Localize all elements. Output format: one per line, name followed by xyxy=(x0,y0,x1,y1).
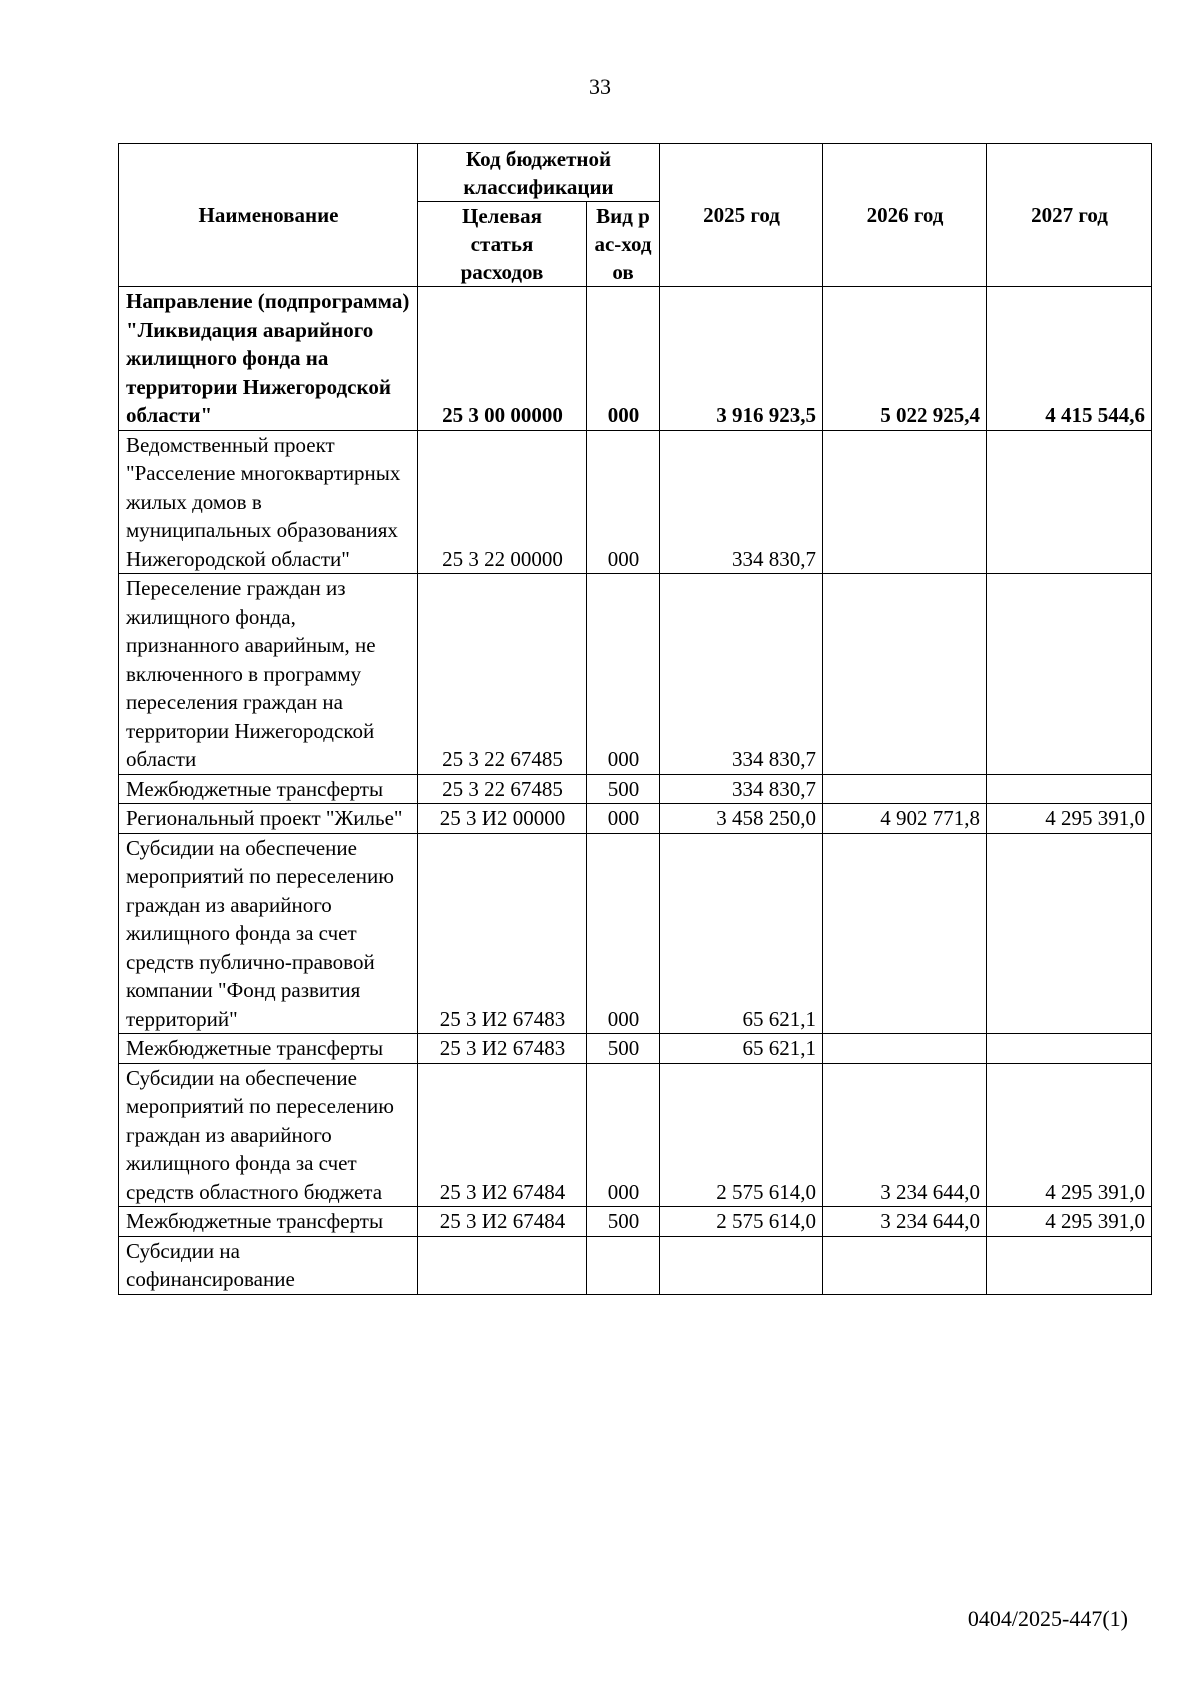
row-value-2027 xyxy=(987,1236,1152,1294)
row-value-2027 xyxy=(987,574,1152,775)
row-value-2027: 4 295 391,0 xyxy=(987,1207,1152,1237)
header-2027: 2027 год xyxy=(987,144,1152,287)
row-value-2025: 334 830,7 xyxy=(660,430,823,574)
row-target-article: 25 3 22 00000 xyxy=(418,430,587,574)
row-name: Направление (подпрограмма) "Ликвидация аварийного жилищного фонда на территории Нижегородской области" xyxy=(119,287,418,431)
header-target-article: Целевая статья расходов xyxy=(418,202,587,287)
row-target-article: 25 3 И2 67483 xyxy=(418,833,587,1034)
row-expense-kind: 500 xyxy=(587,774,660,804)
row-value-2026: 3 234 644,0 xyxy=(823,1207,987,1237)
row-expense-kind: 000 xyxy=(587,430,660,574)
header-budget-code-group: Код бюджетной классификации xyxy=(418,144,660,202)
table-row xyxy=(119,1207,1152,1237)
row-value-2026 xyxy=(823,774,987,804)
row-value-2025: 334 830,7 xyxy=(660,774,823,804)
budget-table xyxy=(118,143,1152,1295)
row-value-2027: 4 415 544,6 xyxy=(987,287,1152,431)
row-expense-kind: 000 xyxy=(587,804,660,834)
row-name: Переселение граждан из жилищного фонда, признанного аварийным, не включенного в программу переселения граждан на территории Нижегородской области xyxy=(119,574,418,775)
row-value-2027 xyxy=(987,1034,1152,1064)
row-value-2026: 4 902 771,8 xyxy=(823,804,987,834)
row-target-article xyxy=(418,1236,587,1294)
row-value-2025: 3 916 923,5 xyxy=(660,287,823,431)
row-value-2025: 2 575 614,0 xyxy=(660,1063,823,1207)
table-row xyxy=(119,804,1152,834)
row-name: Субсидии на обеспечение мероприятий по переселению граждан из аварийного жилищного фонда за счет средств публично-правовой компании "Фонд развития территорий" xyxy=(119,833,418,1034)
row-value-2027 xyxy=(987,430,1152,574)
row-value-2025: 65 621,1 xyxy=(660,833,823,1034)
row-value-2025: 65 621,1 xyxy=(660,1034,823,1064)
row-target-article: 25 3 22 67485 xyxy=(418,774,587,804)
row-name: Межбюджетные трансферты xyxy=(119,1034,418,1064)
row-target-article: 25 3 И2 67484 xyxy=(418,1063,587,1207)
row-target-article: 25 3 22 67485 xyxy=(418,574,587,775)
table-row xyxy=(119,774,1152,804)
row-value-2026 xyxy=(823,574,987,775)
row-value-2025: 334 830,7 xyxy=(660,574,823,775)
row-value-2025 xyxy=(660,1236,823,1294)
row-value-2027: 4 295 391,0 xyxy=(987,1063,1152,1207)
row-value-2025: 3 458 250,0 xyxy=(660,804,823,834)
table-row xyxy=(119,1236,1152,1294)
row-value-2027: 4 295 391,0 xyxy=(987,804,1152,834)
header-2025: 2025 год xyxy=(660,144,823,287)
row-name: Ведомственный проект "Расселение многоквартирных жилых домов в муниципальных образованиях Нижегородской области" xyxy=(119,430,418,574)
row-value-2027 xyxy=(987,774,1152,804)
table-row xyxy=(119,430,1152,574)
row-expense-kind: 000 xyxy=(587,287,660,431)
header-2026: 2026 год xyxy=(823,144,987,287)
row-expense-kind: 500 xyxy=(587,1034,660,1064)
row-expense-kind: 500 xyxy=(587,1207,660,1237)
row-value-2025: 2 575 614,0 xyxy=(660,1207,823,1237)
row-value-2026 xyxy=(823,1034,987,1064)
row-value-2026 xyxy=(823,833,987,1034)
header-name: Наименование xyxy=(119,144,418,287)
row-name: Субсидии на софинансирование xyxy=(119,1236,418,1294)
row-value-2026: 3 234 644,0 xyxy=(823,1063,987,1207)
table-row xyxy=(119,1034,1152,1064)
row-expense-kind: 000 xyxy=(587,574,660,775)
row-name: Региональный проект "Жилье" xyxy=(119,804,418,834)
row-expense-kind: 000 xyxy=(587,833,660,1034)
table-row xyxy=(119,833,1152,1034)
table-row xyxy=(119,574,1152,775)
row-value-2026 xyxy=(823,430,987,574)
header-expense-kind: Вид рас-ходов xyxy=(587,202,660,287)
row-name: Субсидии на обеспечение мероприятий по переселению граждан из аварийного жилищного фонда за счет средств областного бюджета xyxy=(119,1063,418,1207)
row-value-2026: 5 022 925,4 xyxy=(823,287,987,431)
row-target-article: 25 3 00 00000 xyxy=(418,287,587,431)
row-target-article: 25 3 И2 67483 xyxy=(418,1034,587,1064)
document-code: 0404/2025-447(1) xyxy=(967,1606,1128,1631)
table-row xyxy=(119,287,1152,431)
table-row xyxy=(119,1063,1152,1207)
row-expense-kind xyxy=(587,1236,660,1294)
row-value-2027 xyxy=(987,833,1152,1034)
row-target-article: 25 3 И2 00000 xyxy=(418,804,587,834)
row-expense-kind: 000 xyxy=(587,1063,660,1207)
row-name: Межбюджетные трансферты xyxy=(119,1207,418,1237)
row-target-article: 25 3 И2 67484 xyxy=(418,1207,587,1237)
row-name: Межбюджетные трансферты xyxy=(119,774,418,804)
page-number: 33 xyxy=(589,74,611,99)
row-value-2026 xyxy=(823,1236,987,1294)
header-row-top xyxy=(119,144,1152,202)
